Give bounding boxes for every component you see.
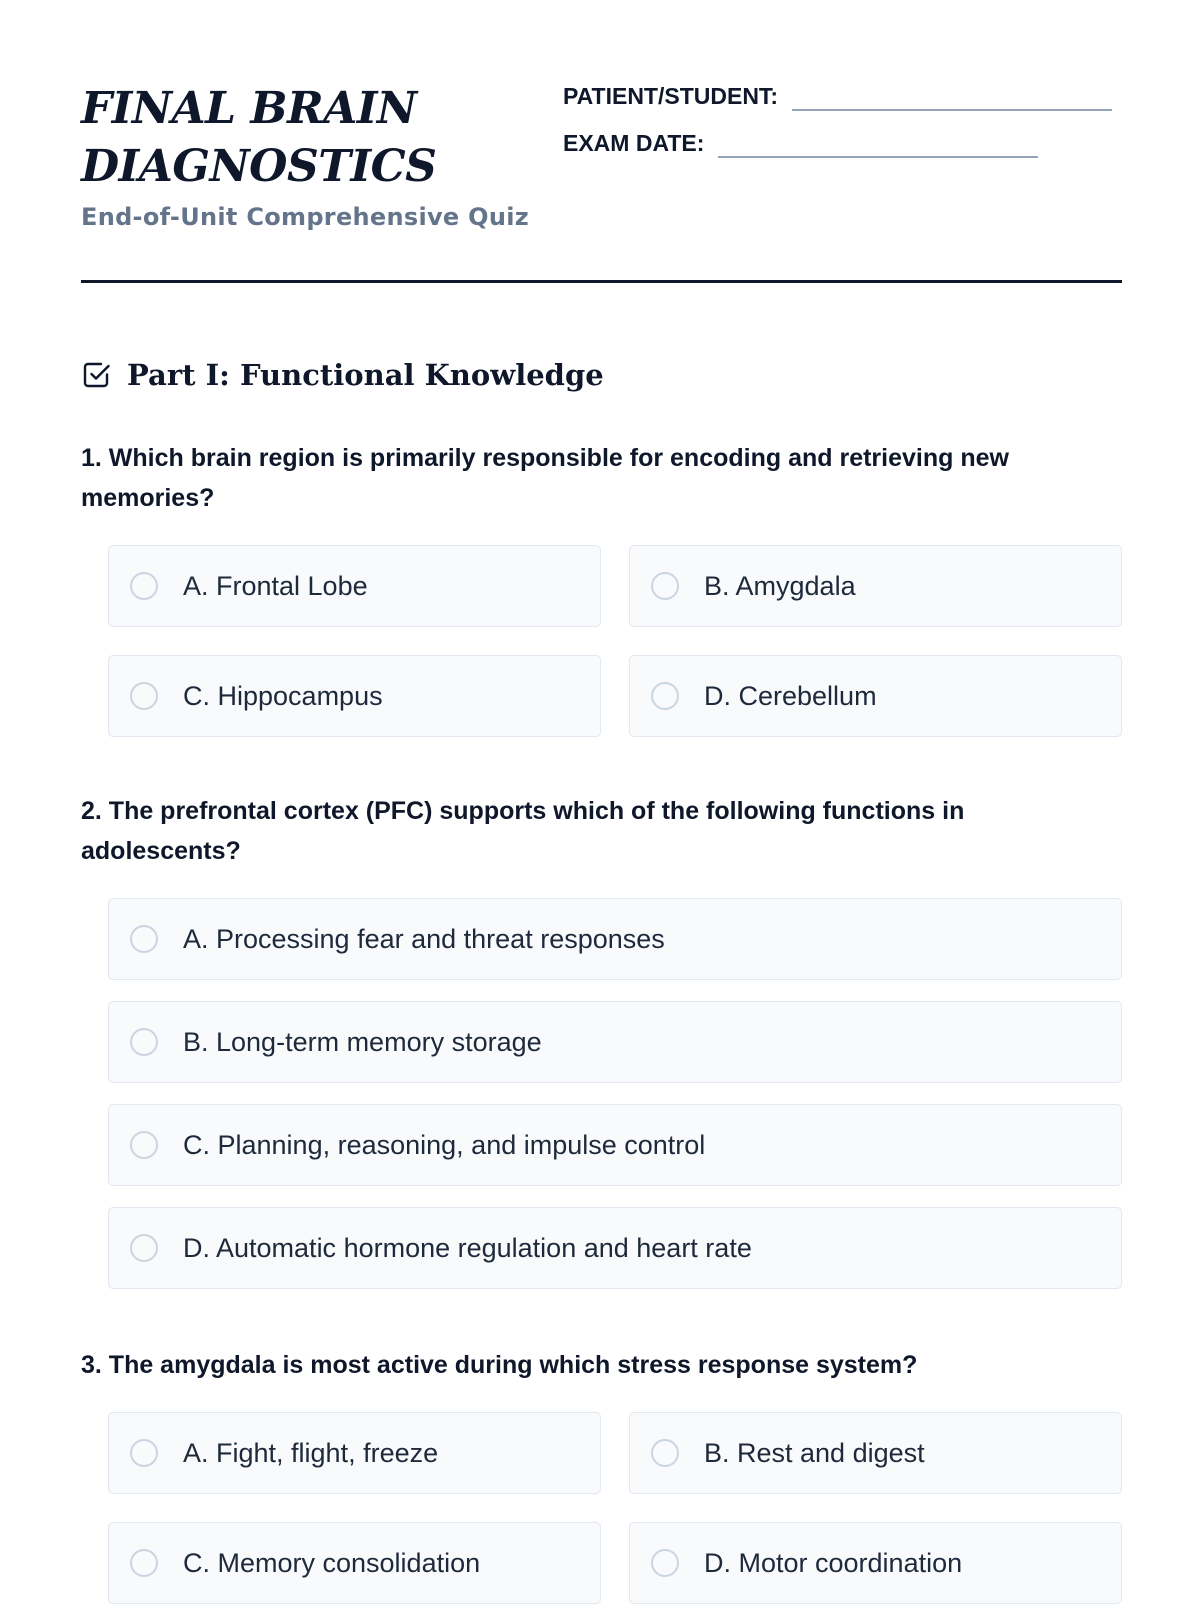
answer-option-a[interactable] [108, 898, 1122, 980]
radio-button[interactable] [130, 925, 158, 953]
question-text: 3. The amygdala is most active during which stress response system? [81, 1351, 918, 1379]
radio-button[interactable] [130, 1439, 158, 1467]
option-label: D. Automatic hormone regulation and heart rate [183, 1232, 752, 1263]
radio-button[interactable] [130, 1131, 158, 1159]
quiz-title-line-1: FINAL BRAIN [81, 83, 417, 134]
option-label: A. Processing fear and threat responses [183, 923, 665, 954]
question-text: 1. Which brain region is primarily responsible for encoding and retrieving new memories? [81, 444, 1009, 512]
answer-option-c[interactable] [108, 1522, 601, 1604]
option-label: D. Cerebellum [704, 680, 877, 711]
answer-option-d[interactable] [629, 1522, 1122, 1604]
radio-button[interactable] [651, 1549, 679, 1577]
answer-option-b[interactable] [629, 1412, 1122, 1494]
answer-option-c[interactable] [108, 655, 601, 737]
option-label: C. Planning, reasoning, and impulse control [183, 1129, 706, 1160]
answer-option-d[interactable] [629, 655, 1122, 737]
quiz-title [81, 80, 521, 196]
answer-option-d[interactable] [108, 1207, 1122, 1289]
radio-button[interactable] [130, 1234, 158, 1262]
answer-option-a[interactable] [108, 1412, 601, 1494]
question-2 [81, 791, 1122, 1263]
option-label: A. Fight, flight, freeze [183, 1437, 439, 1468]
question-3 [81, 1345, 1122, 1578]
exam-date-field[interactable] [563, 127, 1038, 159]
checkbox-check-icon [81, 359, 113, 391]
option-label: D. Motor coordination [704, 1547, 963, 1578]
option-label: A. Frontal Lobe [183, 570, 368, 601]
radio-button[interactable] [651, 1439, 679, 1467]
radio-button[interactable] [651, 682, 679, 710]
answer-option-a[interactable] [108, 545, 601, 627]
option-label: C. Memory consolidation [183, 1547, 481, 1578]
quiz-subtitle: End-of-Unit Comprehensive Quiz [81, 203, 530, 231]
patient-student-field[interactable] [563, 80, 1112, 112]
radio-button[interactable] [651, 572, 679, 600]
answer-option-b[interactable] [108, 1001, 1122, 1083]
answer-option-b[interactable] [629, 545, 1122, 627]
option-label: B. Amygdala [704, 570, 856, 601]
quiz-header [81, 80, 1122, 282]
radio-button[interactable] [130, 572, 158, 600]
exam-date-blank[interactable] [718, 156, 1038, 158]
section-heading [81, 356, 604, 394]
header-divider [81, 280, 1122, 283]
option-label: C. Hippocampus [183, 680, 383, 711]
question-text: 2. The prefrontal cortex (PFC) supports which of the following functions in adolescents? [81, 797, 965, 865]
question-1 [81, 438, 1122, 711]
patient-student-label: PATIENT/STUDENT: [563, 83, 779, 109]
option-label: B. Long-term memory storage [183, 1026, 542, 1057]
radio-button[interactable] [130, 682, 158, 710]
option-label: B. Rest and digest [704, 1437, 925, 1468]
patient-student-blank[interactable] [792, 109, 1112, 111]
quiz-title-line-2: DIAGNOSTICS [81, 141, 437, 192]
exam-date-label: EXAM DATE: [563, 130, 705, 156]
radio-button[interactable] [130, 1028, 158, 1056]
radio-button[interactable] [130, 1549, 158, 1577]
answer-option-c[interactable] [108, 1104, 1122, 1186]
quiz-page [81, 0, 1122, 1600]
section-title: Part I: Functional Knowledge [127, 358, 604, 392]
